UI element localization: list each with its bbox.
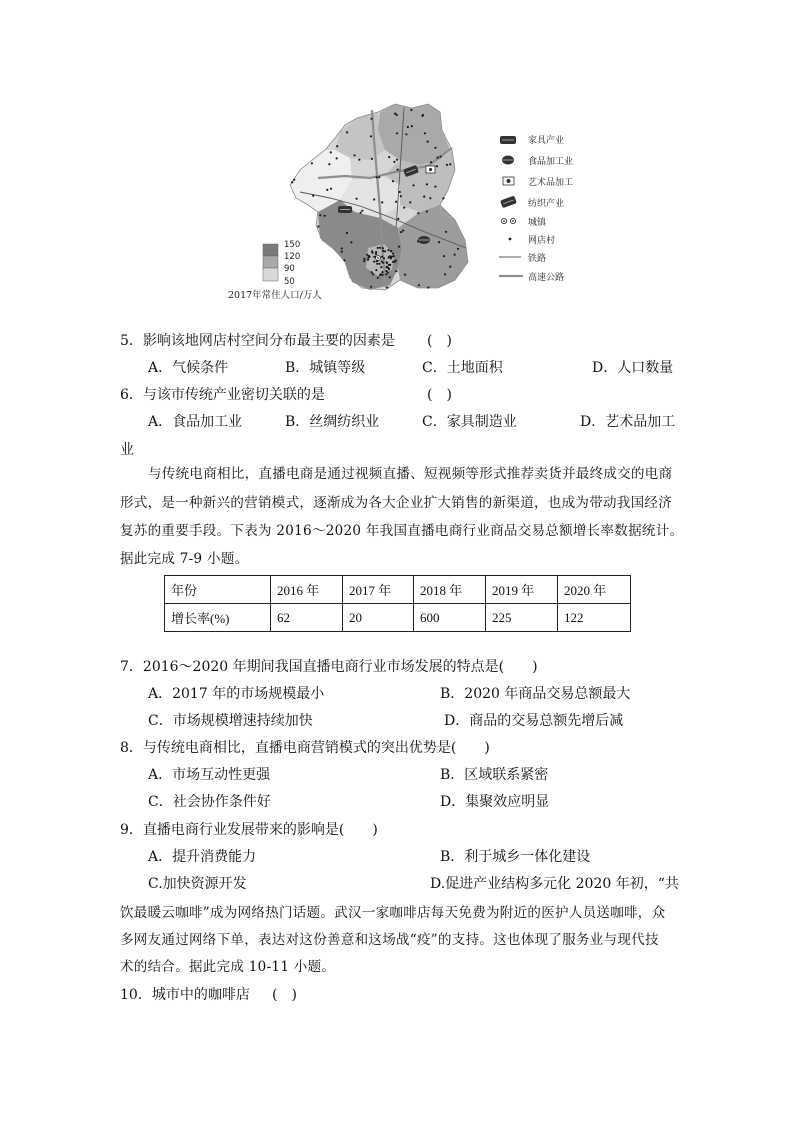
passage-2-line: 多网友通过网络下单，表达对这份善意和这场战“疫”的支持。这也体现了服务业与现代技 xyxy=(120,932,659,948)
shop-village-dot xyxy=(386,266,388,268)
shop-village-dot xyxy=(389,276,391,278)
shop-village-dot xyxy=(424,132,426,134)
legend-label-shop-village: 网店村 xyxy=(528,236,556,246)
shop-village-dot xyxy=(392,180,394,182)
question-7-option-a: A．2017 年的市场规模最小 xyxy=(148,686,325,702)
shop-village-dot xyxy=(343,259,345,261)
shop-village-dot xyxy=(336,145,338,147)
shop-village-dot xyxy=(312,195,314,197)
question-9-option-d: D.促进产业结构多元化 2020 年初，“共 xyxy=(430,876,679,892)
shop-village-dot xyxy=(449,266,451,268)
shop-village-dot xyxy=(380,266,382,268)
shop-village-dot xyxy=(393,255,395,257)
shop-village-dot xyxy=(363,260,365,262)
question-9-option-b: B．利于城乡一体化建设 xyxy=(440,849,591,865)
shop-village-dot xyxy=(370,118,372,120)
table-cell: 增长率(%) xyxy=(165,604,271,632)
table-cell: 2019 年 xyxy=(486,576,558,604)
shop-village-dot xyxy=(399,191,401,193)
shop-village-dot xyxy=(371,252,373,254)
shop-village-dot xyxy=(311,162,313,164)
question-8-option-b: B．区域联系紧密 xyxy=(440,767,549,783)
question-7-option-b: B．2020 年商品交易总额最大 xyxy=(440,686,631,702)
question-6-option-a: A．食品加工业 xyxy=(148,414,243,430)
question-9-option-c: C.加快资源开发 xyxy=(148,876,247,892)
question-5-option-c: C．土地面积 xyxy=(422,360,503,376)
shop-village-dot xyxy=(383,257,385,259)
shop-village-dot xyxy=(370,286,372,288)
question-9-stem: 9．直播电商行业发展带来的影响是( ) xyxy=(120,822,378,838)
shop-village-dot xyxy=(379,274,381,276)
shop-village-dot xyxy=(353,154,355,156)
shop-village-dot xyxy=(346,131,348,133)
scale-value: 50 xyxy=(284,277,295,287)
scale-band-low xyxy=(263,268,278,281)
question-6-option-d: D．艺术品加工 xyxy=(580,414,676,430)
shop-village-dot xyxy=(400,231,402,233)
legend-label-railway: 铁路 xyxy=(528,254,547,264)
shop-village-dot xyxy=(403,207,405,209)
shop-village-dot xyxy=(457,248,459,250)
shop-village-dot xyxy=(382,247,384,249)
shop-village-dot xyxy=(429,197,431,199)
shop-village-dot xyxy=(361,210,363,212)
shop-village-dot xyxy=(378,176,380,178)
shop-village-dot xyxy=(385,273,387,275)
shop-village-dot xyxy=(395,270,397,272)
shop-village-dot xyxy=(381,256,383,258)
shop-village-dot xyxy=(396,132,398,134)
shop-village-dot xyxy=(384,250,386,252)
shop-village-dot xyxy=(394,261,396,263)
shop-village-dot xyxy=(388,156,390,158)
scale-value: 150 xyxy=(284,240,301,250)
shop-village-dot xyxy=(371,271,373,273)
legend-label-highway: 高速公路 xyxy=(528,273,565,283)
shop-village-dot xyxy=(400,195,402,197)
shop-village-dot xyxy=(317,225,319,227)
table-cell: 2018 年 xyxy=(414,576,486,604)
question-6-answer-blank: ( ) xyxy=(427,387,452,403)
shop-village-dot xyxy=(411,125,413,127)
shop-village-dot xyxy=(356,198,358,200)
figure-caption: 2017年常住人口/万人 xyxy=(228,290,322,301)
passage-1-line: 复苏的重要手段。下表为 2016～2020 年我国直播电商行业商品交易总额增长率数据统计。 xyxy=(120,523,684,539)
shop-village-dot xyxy=(388,249,390,251)
shop-village-dot xyxy=(330,151,332,153)
shop-village-dot xyxy=(388,264,390,266)
textile-icon xyxy=(500,196,517,209)
shop-village-dot xyxy=(418,284,420,286)
shop-village-dot xyxy=(395,201,397,203)
shop-village-dot xyxy=(372,273,374,275)
question-8-option-a: A．市场互动性更强 xyxy=(148,767,271,783)
shop-village-dot xyxy=(444,273,446,275)
table-row xyxy=(165,604,631,632)
food-processing-icon xyxy=(418,236,430,244)
shop-village-dot xyxy=(319,214,321,216)
shop-village-dot xyxy=(417,212,419,214)
shop-village-dot xyxy=(426,210,428,212)
shop-village-dot xyxy=(443,255,445,257)
table-cell: 2017 年 xyxy=(343,576,414,604)
handicraft-icon xyxy=(426,166,435,173)
shop-village-dot xyxy=(341,247,343,249)
shop-village-dot xyxy=(363,258,365,260)
shop-village-dot xyxy=(397,218,399,220)
shop-village-dot xyxy=(454,254,456,256)
shop-village-dot xyxy=(376,263,378,265)
table-cell: 600 xyxy=(414,604,486,632)
shop-village-dot xyxy=(449,163,451,165)
food-processing-icon xyxy=(502,156,514,165)
shop-village-dot xyxy=(423,196,425,198)
furniture-icon xyxy=(338,206,352,213)
question-10-answer-blank: ( ) xyxy=(272,987,297,1003)
shop-village-dot-icon xyxy=(509,238,512,241)
shop-village-dot xyxy=(381,271,383,273)
shop-village-dot xyxy=(439,156,441,158)
legend-label-town: 城镇 xyxy=(528,218,547,228)
shop-village-dot xyxy=(390,257,392,259)
passage-2-line: 术的结合。据此完成 10-11 小题。 xyxy=(120,959,336,975)
table-cell: 62 xyxy=(271,604,343,632)
shop-village-dot xyxy=(373,198,375,200)
question-6-option-d-wrap: 业 xyxy=(120,442,134,458)
shop-village-dot xyxy=(367,259,369,261)
shop-village-dot xyxy=(438,241,440,243)
scale-value: 120 xyxy=(284,252,301,262)
shop-village-dot xyxy=(387,271,389,273)
table-header-row xyxy=(165,576,631,604)
question-5-option-a: A．气候条件 xyxy=(148,360,229,376)
question-6-option-c: C．家具制造业 xyxy=(422,414,517,430)
question-8-option-d: D．集聚效应明显 xyxy=(440,794,550,810)
question-5-answer-blank: ( ) xyxy=(427,333,452,349)
question-7-stem: 7．2016～2020 年期间我国直播电商行业市场发展的特点是( ) xyxy=(120,659,538,675)
passage-1-line: 与传统电商相比，直播电商是通过视频直播、短视频等形式推荐卖货并最终成交的电商 xyxy=(148,466,673,482)
shop-village-dot xyxy=(378,263,380,265)
shop-village-dot xyxy=(390,250,392,252)
shop-village-dot xyxy=(330,188,332,190)
shop-village-dot xyxy=(377,247,379,249)
shop-village-dot xyxy=(404,274,406,276)
shop-village-dot xyxy=(393,161,395,163)
table-cell: 2016 年 xyxy=(271,576,343,604)
shop-village-dot xyxy=(394,113,396,115)
shop-village-dot xyxy=(398,246,400,248)
shop-village-dot xyxy=(436,165,438,167)
furniture-icon xyxy=(500,136,516,144)
question-5-stem: 5．影响该地网店村空间分布最主要的因素是 xyxy=(120,333,395,349)
region-north xyxy=(335,112,385,160)
question-5-option-b: B．城镇等级 xyxy=(285,360,366,376)
shop-village-dot xyxy=(336,157,338,159)
shop-village-dot xyxy=(377,277,379,279)
shop-village-dot xyxy=(293,179,295,181)
question-8-stem: 8．与传统电商相比，直播电商营销模式的突出优势是( ) xyxy=(120,740,490,756)
legend-label-textile: 纺织产业 xyxy=(528,199,565,209)
shop-village-dot xyxy=(375,253,377,255)
shop-village-dot xyxy=(409,201,411,203)
shop-village-dot xyxy=(291,181,293,183)
shop-village-dot xyxy=(346,232,348,234)
handicraft-icon xyxy=(503,177,514,185)
shop-village-dot xyxy=(375,269,377,271)
table-cell: 225 xyxy=(486,604,558,632)
shop-village-dot xyxy=(350,241,352,243)
shop-village-dot xyxy=(358,159,360,161)
question-8-option-c: C．社会协作条件好 xyxy=(148,794,271,810)
legend-label-food: 食品加工业 xyxy=(528,157,574,167)
shop-village-dot xyxy=(371,158,373,160)
shop-village-dot xyxy=(437,157,439,159)
question-10-stem: 10．城市中的咖啡店 xyxy=(120,987,250,1003)
shop-village-dot xyxy=(370,135,372,137)
population-scale xyxy=(228,240,322,301)
shop-village-dot xyxy=(382,274,384,276)
question-9-option-a: A．提升消费能力 xyxy=(148,849,257,865)
map-legend xyxy=(499,134,573,283)
table-cell: 20 xyxy=(343,604,414,632)
scale-band-mid xyxy=(263,256,278,268)
shop-village-dot xyxy=(373,261,375,263)
shop-village-dot xyxy=(405,133,407,135)
table-cell: 年份 xyxy=(165,576,271,604)
question-5-option-d: D．人口数量 xyxy=(592,360,674,376)
shop-village-dot xyxy=(397,169,399,171)
passage-1-line: 形式，是一种新兴的营销模式，逐渐成为各大企业扩大销售的新渠道，也成为带动我国经济 xyxy=(120,495,672,511)
shop-village-dot xyxy=(368,255,370,257)
scale-band-high xyxy=(263,244,278,256)
shop-village-dot xyxy=(434,186,436,188)
shop-village-dot xyxy=(392,253,394,255)
town-icon xyxy=(376,256,381,261)
shop-village-dot xyxy=(341,251,343,253)
shop-village-dot xyxy=(427,286,429,288)
question-7-option-c: C．市场规模增速持续加快 xyxy=(148,713,313,729)
shop-village-dot xyxy=(392,261,394,263)
shop-village-dot xyxy=(382,250,384,252)
shop-village-dot xyxy=(324,215,326,217)
shop-village-dot xyxy=(328,163,330,165)
shop-village-dot xyxy=(427,141,429,143)
shop-village-dot xyxy=(407,126,409,128)
shop-village-dot xyxy=(410,109,412,111)
shop-village-dot xyxy=(445,231,447,233)
question-7-option-d: D．商品的交易总额先增后减 xyxy=(444,713,624,729)
shop-village-dot xyxy=(412,184,414,186)
legend-label-furniture: 家具产业 xyxy=(528,136,565,146)
legend-label-handicraft: 艺术品加工 xyxy=(528,178,574,188)
table-cell: 122 xyxy=(558,604,631,632)
question-6-option-b: B．丝绸纺织业 xyxy=(285,414,380,430)
shop-village-dot xyxy=(396,159,398,161)
passage-1-line: 据此完成 7-9 小题。 xyxy=(120,551,249,567)
shop-village-dot xyxy=(430,161,432,163)
shop-village-dot xyxy=(442,197,444,199)
shop-village-dot xyxy=(381,201,383,203)
shop-village-dot xyxy=(382,262,384,264)
table-cell: 2020 年 xyxy=(558,576,631,604)
passage-2-line: 饮最暖云咖啡”成为网络热门话题。武汉一家咖啡店每天免费为附近的医护人员送咖啡，众 xyxy=(120,905,666,921)
growth-rate-table xyxy=(164,575,631,632)
question-6-stem: 6．与该市传统产业密切关联的是 xyxy=(120,387,325,403)
shop-village-dot xyxy=(379,247,381,249)
shop-village-dot xyxy=(388,257,390,259)
scale-value: 90 xyxy=(284,264,295,274)
shop-village-dot xyxy=(446,164,448,166)
map-figure xyxy=(226,96,598,308)
town-icon xyxy=(501,218,515,223)
shop-village-dot xyxy=(386,287,388,289)
shop-village-dot xyxy=(326,189,328,191)
shop-village-dot xyxy=(426,183,428,185)
shop-village-dot xyxy=(434,147,436,149)
shop-village-dot xyxy=(376,176,378,178)
shop-village-dot xyxy=(422,114,424,116)
shop-village-dot xyxy=(360,212,362,214)
shop-village-dot xyxy=(402,229,404,231)
shop-village-dot xyxy=(386,262,388,264)
